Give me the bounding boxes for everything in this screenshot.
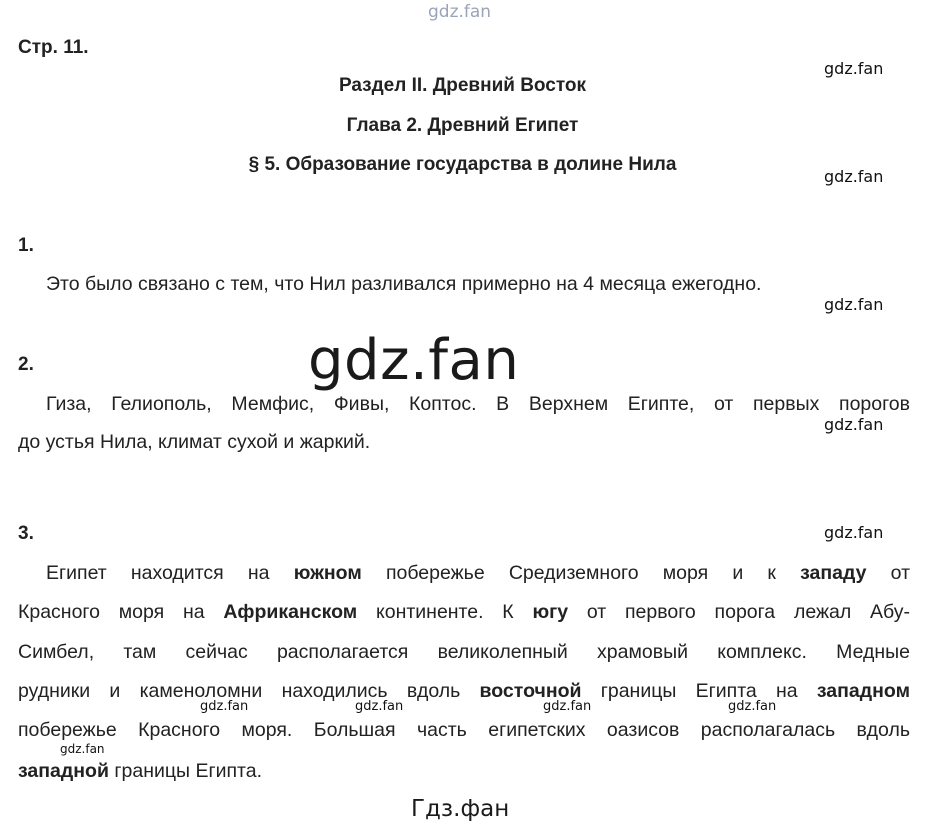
page-reference: Стр. 11.: [18, 37, 89, 58]
answer-text-line: западной границы Египта.: [18, 760, 262, 782]
answer-text: до устья Нила, климат сухой и жаркий.: [18, 431, 371, 453]
answer-text-line: побережье Красного моря. Большая часть египетских оазисов располагалась вдоль: [18, 719, 910, 741]
answer-number: 3.: [18, 523, 34, 544]
answer-text-line: Симбел, там сейчас располагается великолепный храмовый комплекс. Медные: [18, 641, 910, 663]
section-heading: Раздел II. Древний Восток: [338, 75, 587, 96]
watermark-right: gdz.fan: [824, 59, 884, 78]
answer-text-line: рудники и каменоломни находились вдоль восточной границы Египта на западном: [18, 680, 911, 702]
watermark-top: gdz.fan: [428, 2, 492, 22]
watermark-inline: gdz.fan: [60, 742, 105, 756]
answer-text-line: Красного моря на Африканском континенте. К югу от первого порога лежал Абу-: [18, 601, 910, 623]
answer-text: Гиза, Гелиополь, Мемфис, Фивы, Коптос. В Верхнем Египте, от первых порогов: [46, 393, 910, 415]
answer-text: Это было связано с тем, что Нил разливался примерно на 4 месяца ежегодно.: [46, 273, 762, 295]
watermark-inline: gdz.fan: [200, 699, 249, 714]
watermark-right: gdz.fan: [824, 523, 884, 542]
watermark-right: gdz.fan: [824, 415, 884, 434]
answer-number: 1.: [18, 235, 34, 256]
watermark-right: gdz.fan: [824, 167, 884, 186]
answer-text-line: Египет находится на южном побережье Средиземного моря и к западу от: [46, 562, 911, 584]
watermark-inline: gdz.fan: [355, 699, 404, 714]
watermark-inline: gdz.fan: [543, 699, 592, 714]
watermark-center: gdz.fan: [308, 328, 520, 393]
watermark-right: gdz.fan: [824, 295, 884, 314]
paragraph-heading: § 5. Образование государства в долине Нила: [248, 154, 677, 175]
answer-number: 2.: [18, 354, 34, 375]
watermark-inline: gdz.fan: [728, 699, 777, 714]
watermark-bottom: Гдз.фан: [411, 796, 510, 822]
chapter-heading: Глава 2. Древний Египет: [346, 115, 579, 136]
